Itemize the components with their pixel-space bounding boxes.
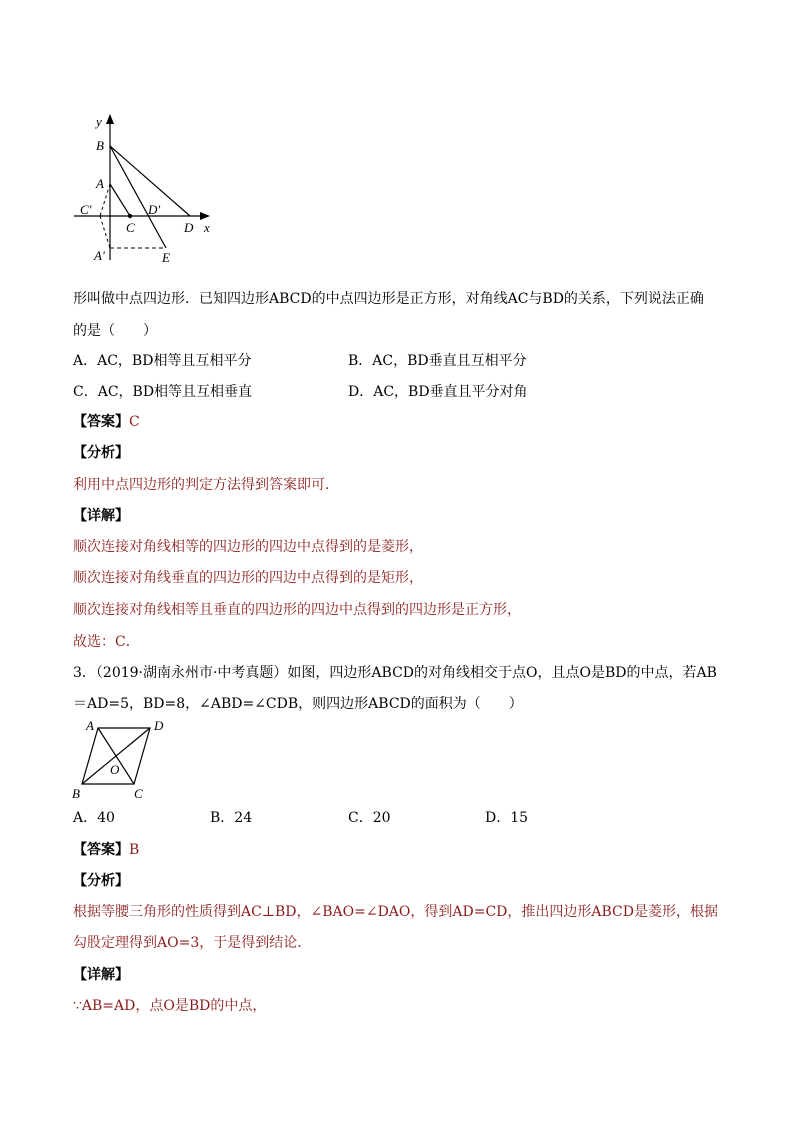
figure-rhombus	[68, 716, 168, 804]
y-axis-arrow	[106, 114, 114, 124]
label-B: B	[96, 138, 104, 153]
label-A-prime: A'	[94, 248, 105, 263]
dashed-C-prime-A-prime	[100, 216, 110, 248]
q3-analysis-line-1: 根据等腰三角形的性质得到AC⊥BD，∠BAO=∠DAO，得到AD=CD，推出四边形ABCD是菱形，根据	[73, 904, 718, 920]
label-B: B	[72, 786, 80, 801]
label-D: D	[184, 220, 194, 235]
q3-detail-tag: 【详解】	[73, 967, 129, 983]
q2-analysis-text: 利用中点四边形的判定方法得到答案即可．	[73, 477, 339, 493]
q3-analysis-tag: 【分析】	[73, 873, 129, 889]
q3-stem-line1: 3．（2019·湖南永州市·中考真题）如图，四边形ABCD的对角线相交于点O，且点O是BD的中点，若AB	[73, 665, 717, 681]
q2-option-b: B．AC，BD垂直且互相平分	[348, 353, 527, 369]
q2-detail-tag: 【详解】	[73, 508, 129, 524]
point-C	[128, 214, 132, 218]
q2-option-a: A．AC，BD相等且互相平分	[73, 353, 252, 369]
q3-option-b: B．24	[210, 810, 253, 826]
q2-analysis-tag: 【分析】	[73, 445, 129, 461]
q2-detail-line-2: 顺次连接对角线垂直的四边形的四边中点得到的是矩形，	[73, 570, 423, 586]
label-C-prime: C'	[80, 202, 92, 217]
label-A: A	[86, 718, 94, 733]
label-D-prime: D'	[148, 202, 161, 217]
q2-detail-line-4: 故选：C．	[73, 634, 140, 650]
label-D: D	[154, 718, 164, 733]
label-A: A	[96, 176, 104, 191]
label-C: C	[126, 220, 135, 235]
label-C: C	[134, 786, 143, 801]
q3-option-d: D．15	[485, 810, 529, 826]
q2-detail-line-3: 顺次连接对角线相等且垂直的四边形的四边中点得到的四边形是正方形，	[73, 602, 521, 618]
q3-answer-value: B	[129, 842, 140, 858]
x-axis-arrow	[200, 212, 210, 220]
q3-option-a: A．40	[73, 810, 115, 826]
q2-answer-line	[73, 412, 140, 432]
q3-option-c: C．20	[348, 810, 391, 826]
q3-analysis-line-2: 勾股定理得到AO=3，于是得到结论．	[73, 935, 312, 951]
q2-stem-line1: 形叫做中点四边形．已知四边形ABCD的中点四边形是正方形，对角线AC与BD的关系，下列说法正确	[73, 291, 704, 307]
label-E: E	[162, 250, 170, 265]
q3-answer-tag: 【答案】	[73, 842, 129, 858]
q2-stem-line2: 的是（ ）	[73, 323, 157, 339]
q3-answer-line	[73, 840, 139, 860]
segment-AC	[110, 184, 130, 216]
q3-detail-line-1: ∵AB=AD，点O是BD的中点，	[73, 998, 267, 1014]
q2-answer-tag: 【答案】	[73, 414, 129, 430]
label-x: x	[204, 220, 210, 235]
q3-stem-line2: ＝AD=5，BD=8，∠ABD=∠CDB，则四边形ABCD的面积为（ ）	[73, 696, 523, 712]
label-O: O	[110, 762, 120, 777]
q2-option-c: C．AC，BD相等且互相垂直	[73, 384, 253, 400]
label-y: y	[96, 114, 102, 129]
figure-coordinate-diagram	[70, 110, 230, 270]
q2-answer-value: C	[129, 414, 140, 430]
q2-option-d: D．AC，BD垂直且平分对角	[348, 384, 528, 400]
q2-detail-line-1: 顺次连接对角线相等的四边形的四边中点得到的是菱形，	[73, 539, 423, 555]
